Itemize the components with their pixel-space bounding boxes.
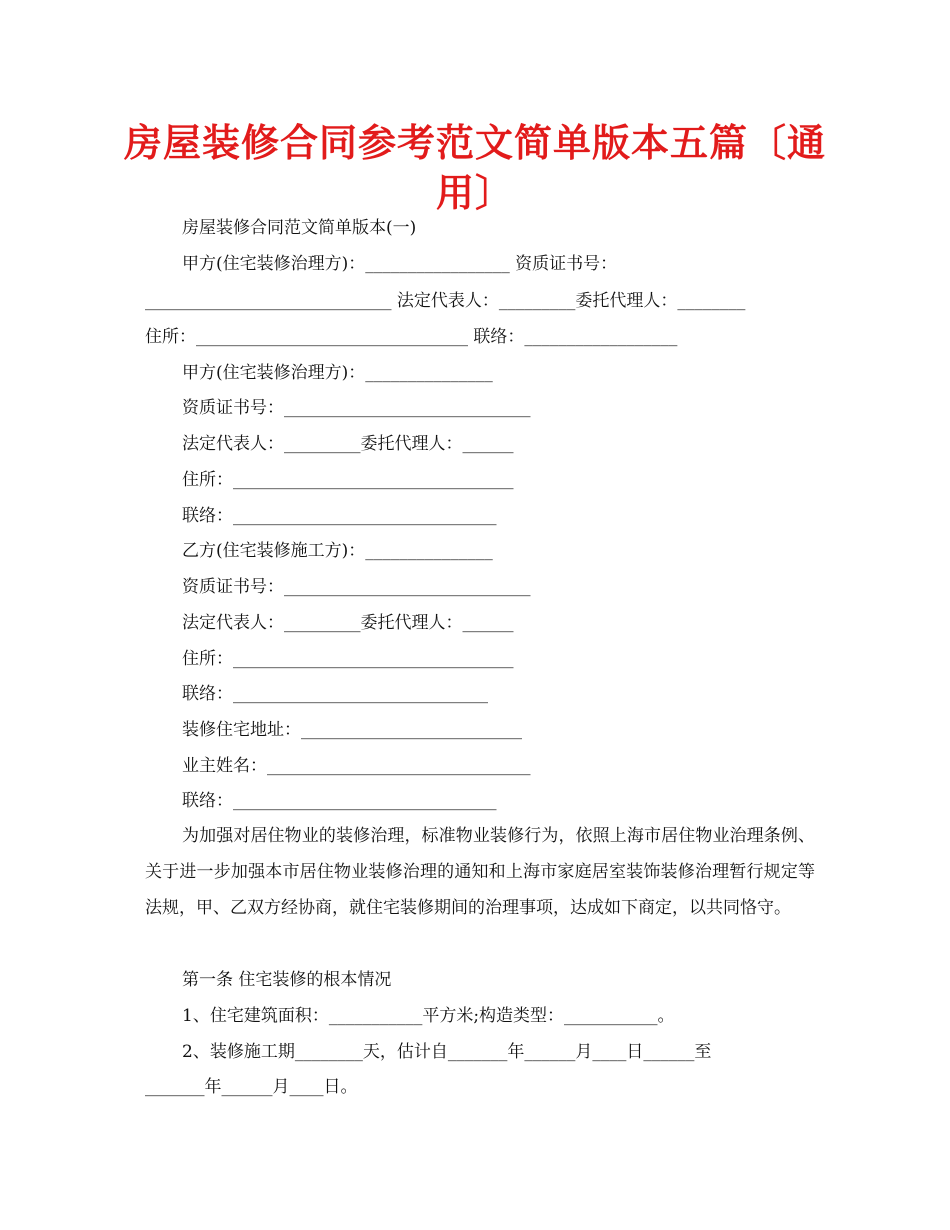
party-a-line: 甲方(住宅装修治理方)：_______________ [182,363,493,383]
owner-name-line: 业主姓名：_______________________________ [182,756,531,776]
construction-period-line: 2、装修施工期________天，估计自_______年______月____日______至 [182,1042,712,1062]
party-a-license-line: 资质证书号：_____________________________ [182,398,531,418]
representative-line: _____________________________ 法定代表人：_________委托代理人：________ [145,291,746,311]
party-a-contact-line: 联络：_______________________________ [182,506,497,526]
residence-address-line: 装修住宅地址：__________________________ [182,720,522,740]
party-a-address-line: 住所：_________________________________ [182,470,514,490]
party-b-representative-line: 法定代表人：_________委托代理人：______ [182,613,514,633]
party-b-line: 乙方(住宅装修施工方)：_______________ [182,541,493,561]
party-a-representative-line: 法定代表人：_________委托代理人：______ [182,434,514,454]
construction-period-end-line: _______年______月____日。 [145,1077,358,1097]
party-b-address-line: 住所：_________________________________ [182,649,514,669]
party-b-contact-line: 联络：______________________________ [182,684,488,704]
subtitle-line: 房屋装修合同范文简单版本(一) [182,218,417,238]
address-contact-line: 住所：________________________________ 联络：__________________ [145,327,678,347]
article-one-heading: 第一条 住宅装修的根本情况 [182,970,392,990]
party-a-header-line: 甲方(住宅装修治理方)：_________________ 资质证书号： [182,254,618,274]
area-structure-line: 1、住宅建筑面积：___________平方米;构造类型：___________。 [182,1006,675,1026]
document-title: 房屋装修合同参考范文简单版本五篇〔通用〕 [123,121,826,215]
owner-contact-line: 联络：_______________________________ [182,791,497,811]
preamble-paragraph: 为加强对居住物业的装修治理，标准物业装修行为，依照上海市居住物业治理条例、关于进一步加强本市居住物业装修治理的通知和上海市家庭居室装饰装修治理暂行规定等法规，甲、乙双方经协商，就住宅装修期间的治理事项，达成如下商定，以共同恪守。 [145,826,815,918]
party-b-license-line: 资质证书号：_____________________________ [182,577,531,597]
